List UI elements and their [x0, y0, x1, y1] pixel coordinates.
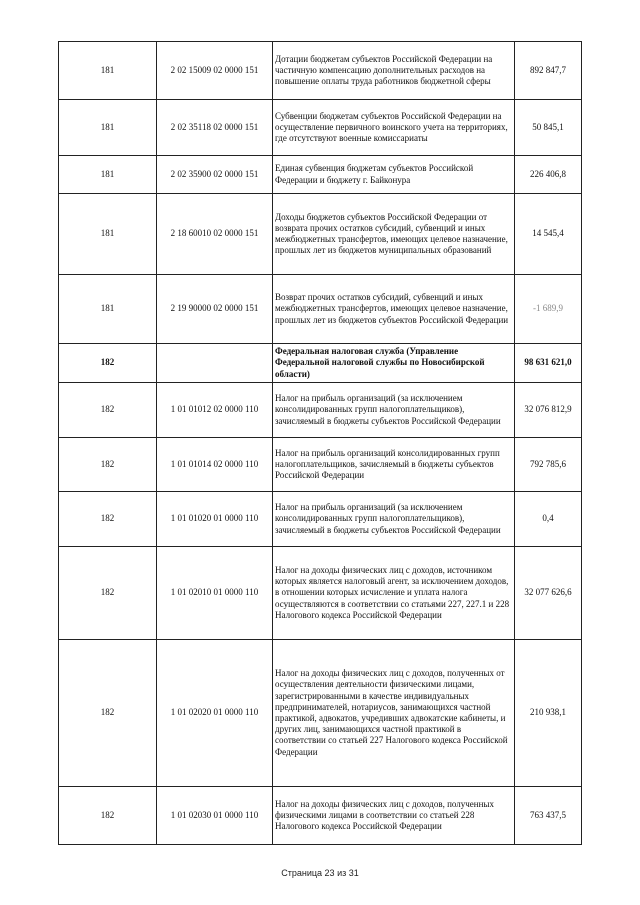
budget-code-cell: 1 01 01014 02 0000 110 [157, 438, 273, 492]
table-row [59, 275, 582, 344]
amount-cell: 0,4 [515, 492, 582, 547]
amount-cell: 98 631 621,0 [515, 344, 582, 383]
revenue-name-cell: Возврат прочих остатков субсидий, субвенций и иных межбюджетных трансфертов, имеющих целевое назначение, прошлых лет из бюджетов субъектов Российской Федерации [273, 275, 515, 344]
budget-code-cell: 2 19 90000 02 0000 151 [157, 275, 273, 344]
admin-code-cell: 181 [59, 156, 157, 194]
amount-cell: 50 845,1 [515, 100, 582, 156]
amount-cell: 792 785,6 [515, 438, 582, 492]
revenue-name-cell: Единая субвенция бюджетам субъектов Российской Федерации и бюджету г. Байконура [273, 156, 515, 194]
revenue-name-cell: Субвенции бюджетам субъектов Российской Федерации на осуществление первичного воинского учета на территориях, где отсутствуют военные комиссариаты [273, 100, 515, 156]
budget-code-cell: 1 01 01020 01 0000 110 [157, 492, 273, 547]
admin-code-cell: 182 [59, 344, 157, 383]
budget-code-cell: 1 01 02010 01 0000 110 [157, 547, 273, 640]
table-row [59, 42, 582, 100]
table-row [59, 156, 582, 194]
amount-cell: 210 938,1 [515, 640, 582, 787]
table-row [59, 438, 582, 492]
admin-code-cell: 182 [59, 383, 157, 438]
budget-code-cell: 2 18 60010 02 0000 151 [157, 194, 273, 275]
revenue-name-cell: Федеральная налоговая служба (Управление Федеральной налоговой службы по Новосибирской области) [273, 344, 515, 383]
table-row [59, 492, 582, 547]
amount-cell: 32 077 626,6 [515, 547, 582, 640]
admin-code-cell: 182 [59, 492, 157, 547]
revenue-name-cell: Налог на прибыль организаций консолидированных групп налогоплательщиков, зачисляемый в бюджеты субъектов Российской Федерации [273, 438, 515, 492]
table-row [59, 100, 582, 156]
amount-cell: 892 847,7 [515, 42, 582, 100]
admin-code-cell: 182 [59, 547, 157, 640]
budget-code-cell: 1 01 02030 01 0000 110 [157, 787, 273, 845]
table-row [59, 547, 582, 640]
revenue-name-cell: Налог на доходы физических лиц с доходов, источником которых является налоговый агент, за исключением доходов, в отношении которых исчисление и уплата налога осуществляются в соответствии со статьями 227, 227.1 и 228 Налогового кодекса Российской Федерации [273, 547, 515, 640]
budget-code-cell: 2 02 35118 02 0000 151 [157, 100, 273, 156]
table-row [59, 787, 582, 845]
amount-cell: 763 437,5 [515, 787, 582, 845]
budget-code-cell: 2 02 35900 02 0000 151 [157, 156, 273, 194]
table-row-section [59, 344, 582, 383]
table-row [59, 383, 582, 438]
revenue-name-cell: Доходы бюджетов субъектов Российской Федерации от возврата прочих остатков субсидий, субвенций и иных межбюджетных трансфертов, имеющих целевое назначение, прошлых лет из бюджетов муниципальных образований [273, 194, 515, 275]
admin-code-cell: 182 [59, 438, 157, 492]
revenue-name-cell: Налог на доходы физических лиц с доходов, полученных от осуществления деятельности физическими лицами, зарегистрированными в качестве индивидуальных предпринимателей, нотариусов, занимающихся частной практикой, адвокатов, учредивших адвокатские кабинеты, и других лиц, занимающихся частной практикой в соответствии со статьей 227 Налогового кодекса Российской Федерации [273, 640, 515, 787]
page-number: Страница 23 из 31 [281, 868, 359, 878]
admin-code-cell: 182 [59, 640, 157, 787]
table-row [59, 194, 582, 275]
budget-code-cell: 1 01 01012 02 0000 110 [157, 383, 273, 438]
budget-code-cell: 2 02 15009 02 0000 151 [157, 42, 273, 100]
revenue-name-cell: Дотации бюджетам субъектов Российской Федерации на частичную компенсацию дополнительных расходов на повышение оплаты труда работников бюджетной сферы [273, 42, 515, 100]
amount-cell: 14 545,4 [515, 194, 582, 275]
admin-code-cell: 181 [59, 100, 157, 156]
budget-code-cell: 1 01 02020 01 0000 110 [157, 640, 273, 787]
admin-code-cell: 181 [59, 275, 157, 344]
budget-code-cell [157, 344, 273, 383]
amount-cell: 32 076 812,9 [515, 383, 582, 438]
revenue-name-cell: Налог на прибыль организаций (за исключением консолидированных групп налогоплательщиков), зачисляемый в бюджеты субъектов Российской Федерации [273, 492, 515, 547]
budget-revenue-table [58, 41, 582, 845]
amount-cell: 226 406,8 [515, 156, 582, 194]
admin-code-cell: 181 [59, 42, 157, 100]
revenue-name-cell: Налог на доходы физических лиц с доходов, полученных физическими лицами в соответствии со статьей 228 Налогового кодекса Российской Федерации [273, 787, 515, 845]
table-row [59, 640, 582, 787]
admin-code-cell: 181 [59, 194, 157, 275]
amount-cell: -1 689,9 [515, 275, 582, 344]
admin-code-cell: 182 [59, 787, 157, 845]
revenue-name-cell: Налог на прибыль организаций (за исключением консолидированных групп налогоплательщиков), зачисляемый в бюджеты субъектов Российской Федерации [273, 383, 515, 438]
